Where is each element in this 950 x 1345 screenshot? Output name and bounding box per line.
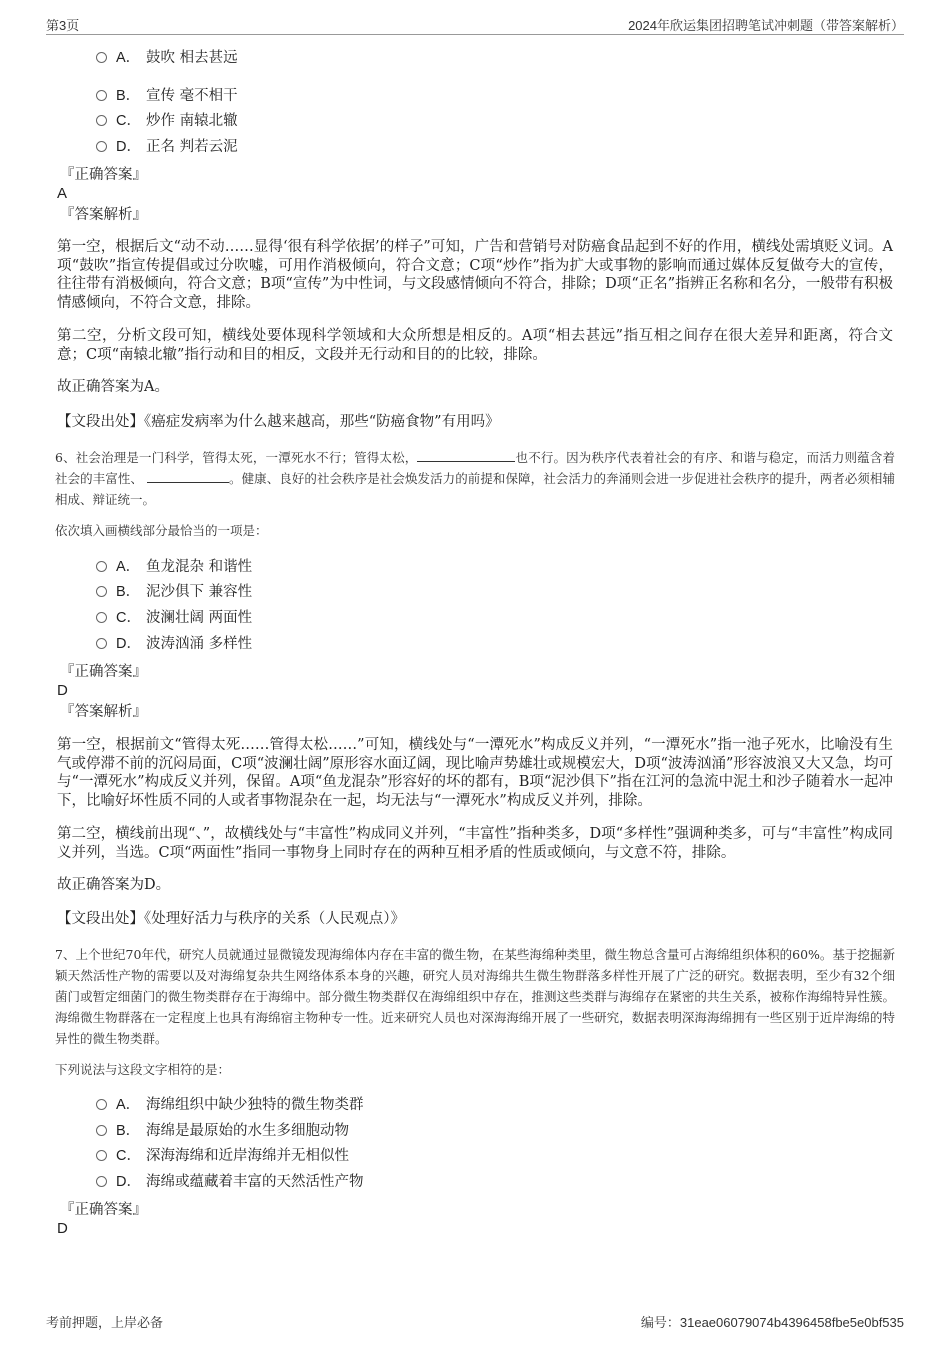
q6-prompt: 依次填入画横线部分最恰当的一项是： [55, 523, 268, 538]
document-title: 2024年欣运集团招聘笔试冲刺题（带答案解析） [628, 18, 904, 33]
blank-line [417, 449, 515, 462]
q5-source: 【文段出处】《癌症发病率为什么越来越高，那些“防癌食物”有用吗》 [57, 414, 500, 430]
q6-option-d[interactable]: D． 波涛汹涌 多样性 [96, 634, 252, 654]
q7-prompt: 下列说法与这段文字相符的是： [55, 1062, 231, 1077]
q7-option-d[interactable]: D． 海绵或蕴藏着丰富的天然活性产物 [96, 1172, 364, 1192]
q5-analysis-label: 『答案解析』 [60, 207, 147, 223]
q7-option-b[interactable]: B． 海绵是最原始的水生多细胞动物 [96, 1121, 349, 1141]
q6-analysis-label: 『答案解析』 [60, 704, 147, 720]
q6-analysis-paragraph-1: 第一空，根据前文“管得太死……管得太松……”可知，横线处与“一潭死水”构成反义并列，“一潭死水”指一池子死水，比喻没有生气或停滞不前的沉闷局面，C项“波澜壮阔”原形容水面辽阔，现比喻声势雄壮或规模宏大，D项“波涛汹涌”形容波浪又大又急，均可与“一潭死水”构成反义并列，保留。A项“鱼龙混杂”形容好的坏的都有，B项“泥沙俱下”指在江河的急流中泥土和沙子随着水一起冲下，比喻好坏性质不同的人或者事物混杂在一起，均无法与“一潭死水”构成反义并列，排除。 [57, 737, 893, 809]
radio-icon[interactable] [96, 638, 107, 649]
q5-answer: A [57, 185, 68, 202]
q7-answer-label: 『正确答案』 [60, 1202, 147, 1218]
radio-icon[interactable] [96, 1176, 107, 1187]
q6-option-b[interactable]: B． 泥沙俱下 兼容性 [96, 582, 252, 602]
blank-line [147, 470, 229, 483]
q6-stem: 6、社会治理是一门科学，管得太死，一潭死水不行；管得太松， 也不行。因为秩序代表着社会的有序、和谐与稳定，而活力则蕴含着社会的丰富性、 。健康、良好的社会秩序是社会焕发活力的前提和保障，社会活力的奔涌则会进一步促进社会秩序的提升，两者必须相辅相成、辩证统一。 [55, 450, 895, 507]
q7-stem: 7、上个世纪70年代，研究人员就通过显微镜发现海绵体内存在丰富的微生物，在某些海绵种类里，微生物总含量可占海绵组织体积的60%。基于挖掘新颖天然活性产物的需要以及对海绵复杂共生网络体系本身的兴趣，研究人员对海绵共生微生物群落多样性开展了广泛的研究。数据表明，至少有32个细菌门或暂定细菌门的微生物类群存在于海绵中。部分微生物类群仅在海绵组织中存在，推测这些类群与海绵存在紧密的共生关系，被称作海绵特异性簇。海绵微生物群落在一定程度上也具有海绵宿主物种专一性。近来研究人员也对深海海绵开展了一些研究，数据表明深海海绵拥有一些区别于近岸海绵的特异性的微生物类群。 [55, 947, 895, 1046]
q5-answer-label: 『正确答案』 [60, 167, 147, 183]
q5-option-b[interactable]: B． 宣传 毫不相干 [96, 86, 238, 106]
q5-option-a[interactable]: A． 鼓吹 相去甚远 [96, 48, 238, 68]
q5-analysis-paragraph-1: 第一空，根据后文“动不动……显得‘很有科学依据’的样子”可知，广告和营销号对防癌食品起到不好的作用，横线处需填贬义词。A项“鼓吹”指宣传提倡或过分吹嘘，可用作消极倾向，符合文意；C项“炒作”指为扩大或事物的影响而通过媒体反复做夸大的宣传，往往带有消极倾向，符合文意；B项“宣传”为中性词，与文段感情倾向不符合，排除；D项“正名”指辨正名称和名分，一般带有积极情感倾向，不符合文意，排除。 [57, 239, 893, 311]
footer-serial: 编号：31eae06079074b4396458fbe5e0bf535 [640, 1315, 904, 1330]
q6-answer: D [57, 682, 68, 699]
q6-analysis-paragraph-2: 第二空，横线前出现“、”，故横线处与“丰富性”构成同义并列，“丰富性”指种类多，D项“多样性”强调种类多，可与“丰富性”构成同义并列，当选。C项“两面性”指同一事物身上同时存在的两种互相矛盾的性质或倾向，与文意不符，排除。 [57, 826, 893, 861]
q5-option-c[interactable]: C． 炒作 南辕北辙 [96, 111, 238, 131]
q5-analysis-paragraph-2: 第二空，分析文段可知，横线处要体现科学领域和大众所想是相反的。A项“相去甚远”指互相之间存在很大差异和距离，符合文意；C项“南辕北辙”指行动和目的相反，文段并无行动和目的的比较，排除。 [57, 328, 893, 363]
q5-conclusion: 故正确答案为A。 [57, 379, 169, 395]
radio-icon[interactable] [96, 52, 107, 63]
radio-icon[interactable] [96, 612, 107, 623]
q7-option-c[interactable]: C． 深海海绵和近岸海绵并无相似性 [96, 1146, 349, 1166]
page-number: 第3页 [46, 18, 80, 33]
radio-icon[interactable] [96, 1099, 107, 1110]
radio-icon[interactable] [96, 586, 107, 597]
radio-icon[interactable] [96, 1150, 107, 1161]
footer-slogan: 考前押题，上岸必备 [46, 1315, 164, 1330]
radio-icon[interactable] [96, 561, 107, 572]
q5-option-d[interactable]: D． 正名 判若云泥 [96, 137, 238, 157]
q7-answer: D [57, 1220, 68, 1237]
q6-answer-label: 『正确答案』 [60, 664, 147, 680]
q7-option-a[interactable]: A． 海绵组织中缺少独特的微生物类群 [96, 1095, 364, 1115]
q6-option-c[interactable]: C． 波澜壮阔 两面性 [96, 608, 252, 628]
radio-icon[interactable] [96, 141, 107, 152]
q6-option-a[interactable]: A． 鱼龙混杂 和谐性 [96, 557, 252, 577]
radio-icon[interactable] [96, 1125, 107, 1136]
page-header [46, 14, 904, 35]
radio-icon[interactable] [96, 115, 107, 126]
radio-icon[interactable] [96, 90, 107, 101]
q6-conclusion: 故正确答案为D。 [57, 877, 171, 893]
q6-source: 【文段出处】《处理好活力与秩序的关系（人民观点）》 [57, 911, 405, 927]
